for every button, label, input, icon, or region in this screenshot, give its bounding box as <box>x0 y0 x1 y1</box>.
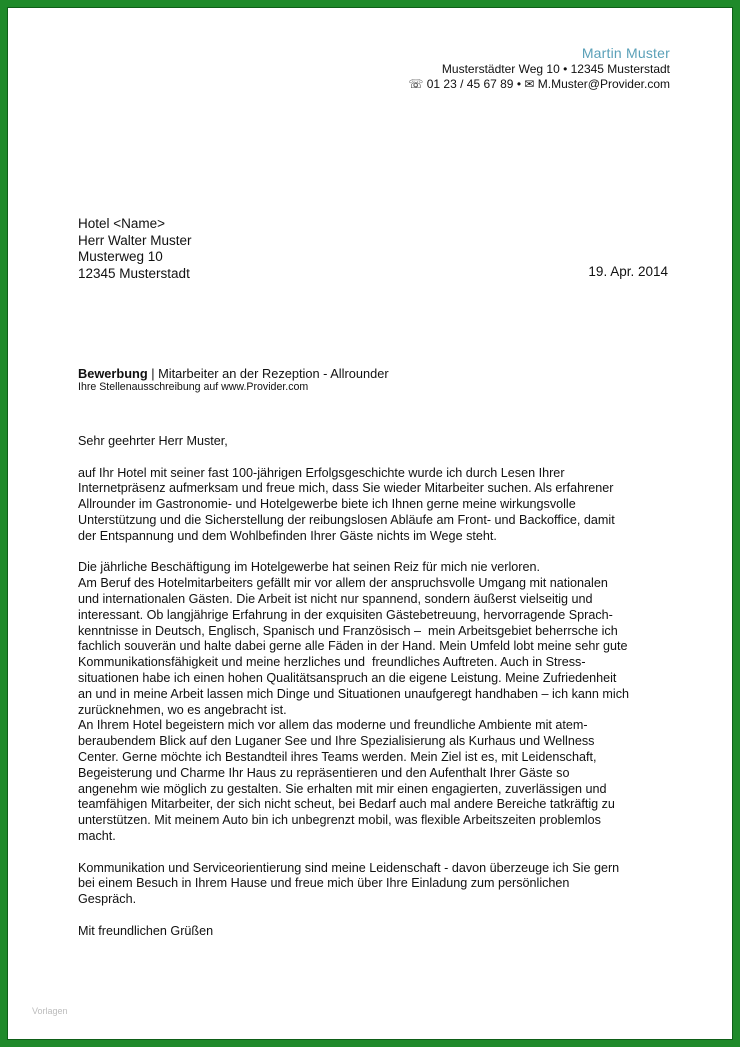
body-line: der Entspannung und dem Wohlbefinden Ihrer Gäste nichts im Wege steht. <box>78 528 497 543</box>
body-line: interessant. Ob langjährige Erfahrung in der exquisiten Gästebetreuung, hervorragende Sprach- <box>78 607 613 622</box>
body-line: teamfähigen Mitarbeiter, der sich nicht scheut, bei Bedarf auch mal andere Bereiche tatkräftig zu <box>78 797 615 812</box>
envelope-icon: ✉ <box>524 77 535 91</box>
letter-paragraphs <box>78 466 688 908</box>
body-line: fachlich souverän und halte dabei gerne alle Fäden in der Hand. Mein Umfeld lobt meine sehr gute <box>78 639 628 654</box>
subject-line <box>78 366 389 381</box>
recipient-line: Musterweg 10 <box>78 249 163 264</box>
closing: Mit freundlichen Grüßen <box>78 923 214 938</box>
body-line: unterstützen. Mit meinem Auto bin ich unbegrenzt mobil, was flexible Arbeitszeiten problemlos <box>78 813 601 828</box>
body-line: bei einem Besuch in Ihrem Hause und freue mich über Ihre Einladung zum persönlichen <box>78 876 570 891</box>
contact-separator: • <box>516 77 522 91</box>
body-line: Die jährliche Beschäftigung im Hotelgewerbe hat seinen Reiz für mich nie verloren. <box>78 560 541 575</box>
letter-page <box>7 7 733 1040</box>
sender-phone: 01 23 / 45 67 89 <box>426 77 514 91</box>
body-line: Am Beruf des Hotelmitarbeiters gefällt mir vor allem der anspruchsvolle Umgang mit nationalen <box>78 576 608 591</box>
recipient-line: Herr Walter Muster <box>78 232 192 248</box>
salutation: Sehr geehrter Herr Muster, <box>78 434 228 448</box>
body-line: zurücknehmen, wo es angebracht ist. <box>78 702 287 717</box>
sender-address: Musterstädter Weg 10 • 12345 Musterstadt <box>441 62 670 76</box>
telephone-icon: ☏ <box>408 77 424 91</box>
letter-body <box>78 434 688 940</box>
letter-date: 19. Apr. 2014 <box>588 264 668 279</box>
body-line: und internationalen Gästen. Die Arbeit ist nicht nur spannend, sondern äußerst vielseitig und <box>78 591 593 606</box>
body-line: An Ihrem Hotel begeistern mich vor allem das moderne und freundliche Ambiente mit atem- <box>78 718 588 733</box>
subject-reference: Ihre Stellenausschreibung auf www.Provider.com <box>78 381 309 393</box>
body-line: macht. <box>78 828 116 843</box>
body-line: Center. Gerne möchte ich Bestandteil ihres Teams werden. Mein Ziel ist es, mit Leidenschaft, <box>78 749 597 764</box>
body-line: beraubendem Blick auf den Luganer See und Ihre Spezialisierung als Kurhaus und Wellness <box>78 734 595 749</box>
body-paragraph <box>78 861 688 908</box>
recipient-line: Hotel <Name> <box>78 216 166 231</box>
body-line: Allrounder im Gastronomie- und Hotelgewerbe biete ich Ihnen gerne meine wirkungsvolle <box>78 497 576 512</box>
subject-rest: | Mitarbeiter an der Rezeption - Allrounder <box>147 366 389 381</box>
body-line: an und in meine Arbeit lassen mich Dinge und Situationen unaufgeregt handhaben – ich kann mich <box>78 686 630 701</box>
body-line: Unterstützung und die Sicherstellung der reibungslosen Abläufe am Front- und Backoffice, damit <box>78 512 615 527</box>
body-line: auf Ihr Hotel mit seiner fast 100-jährigen Erfolgsgeschichte wurde ich durch Lesen Ihrer <box>78 465 565 480</box>
subject-bold: Bewerbung <box>78 366 148 381</box>
body-line: situationen habe ich einen hohen Qualitätsanspruch an die eigene Leistung. Meine Zufriedenheit <box>78 670 617 685</box>
sender-name: Martin Muster <box>581 45 670 61</box>
recipient-address <box>78 216 192 282</box>
body-paragraph <box>78 466 688 545</box>
recipient-line: 12345 Musterstadt <box>78 265 190 281</box>
subject-block <box>78 366 389 394</box>
body-line: Begeisterung und Charme Ihr Haus zu repräsentieren und den Aufenthalt Ihrer Gäste so <box>78 765 570 780</box>
body-line: kenntnisse in Deutsch, Englisch, Spanisch und Französisch – mein Arbeitsgebiet beherrsche ich <box>78 623 618 638</box>
sender-email: M.Muster@Provider.com <box>537 77 670 91</box>
watermark: Vorlagen <box>32 1006 68 1016</box>
body-line: Gespräch. <box>78 892 137 907</box>
body-paragraph <box>78 560 688 844</box>
body-line: Kommunikation und Serviceorientierung sind meine Leidenschaft - davon überzeuge ich Sie gern <box>78 860 620 875</box>
body-line: Kommunikationsfähigkeit und meine herzliches und freundliches Auftreten. Auch in Stress- <box>78 655 586 670</box>
sender-contact <box>408 77 670 92</box>
sender-block <box>408 44 670 92</box>
body-line: angenehm wie möglich zu gestalten. Sie erhalten mit mir einen engagierten, zuverlässigen und <box>78 781 607 796</box>
body-line: Internetpräsenz aufmerksam und freue mich, dass Sie wieder Mitarbeiter suchen. Als erfahrener <box>78 481 614 496</box>
